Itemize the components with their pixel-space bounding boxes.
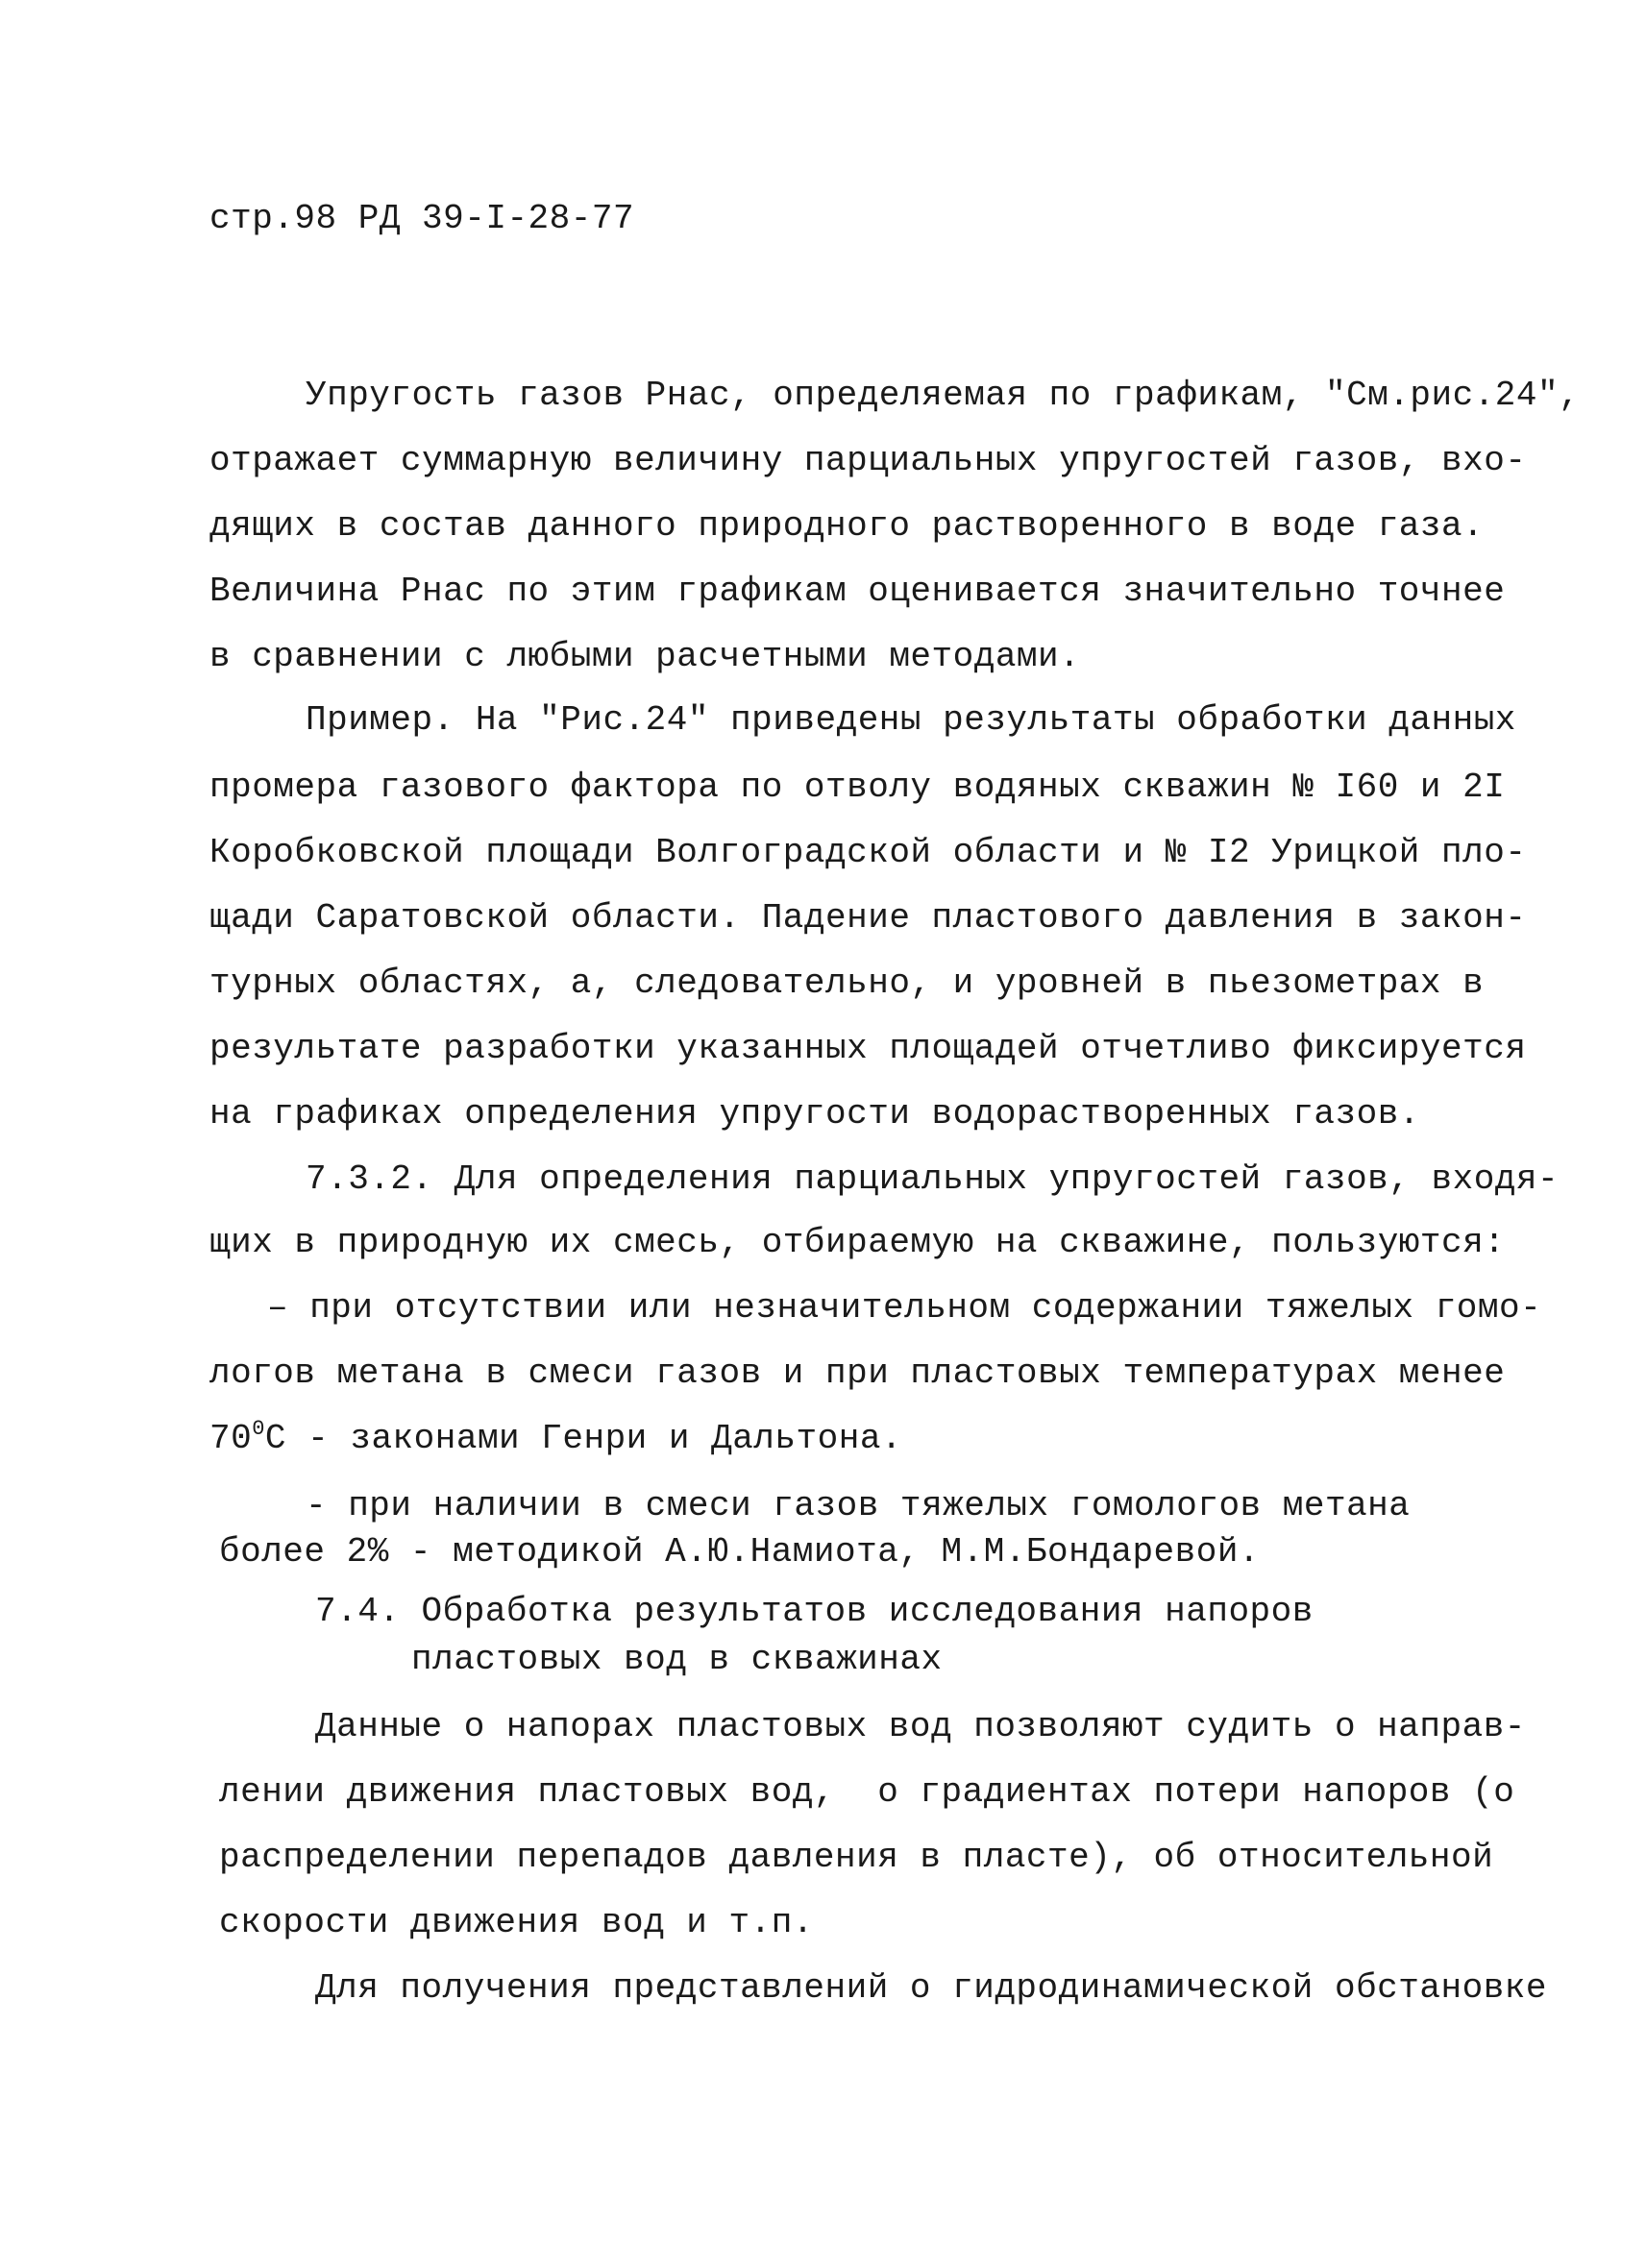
paragraph-2-line-1: Пример. На "Рис.24" приведены результаты обработки данных bbox=[306, 700, 1516, 740]
section-732-line-1: 7.3.2. Для определения парциальных упругостей газов, входя- bbox=[306, 1159, 1560, 1199]
temperature-value: 70 bbox=[209, 1419, 253, 1458]
paragraph-2-line-4: щади Саратовской области. Падение пластового давления в закон- bbox=[209, 898, 1527, 938]
paragraph-2-line-7: на графиках определения упругости водорастворенных газов. bbox=[209, 1094, 1420, 1134]
paragraph-1-line-1: Упругость газов Рнас, определяемая по графикам, "См.рис.24", bbox=[306, 376, 1581, 415]
section-74-heading-line-2: пластовых вод в скважинах bbox=[411, 1640, 943, 1679]
bullet-2-line-1: - при наличии в смеси газов тяжелых гомологов метана bbox=[306, 1486, 1411, 1525]
paragraph-1-line-3: дящих в состав данного природного растворенного в воде газа. bbox=[209, 506, 1485, 546]
paragraph-1-line-4: Величина Рнас по этим графикам оценивается значительно точнее bbox=[209, 572, 1506, 611]
section-732-line-2: щих в природную их смесь, отбираемую на скважине, пользуются: bbox=[209, 1223, 1506, 1262]
paragraph-2-line-2: промера газового фактора по отволу водяных скважин № I60 и 2I bbox=[209, 768, 1506, 807]
paragraph-2-line-6: результате разработки указанных площадей отчетливо фиксируется bbox=[209, 1029, 1527, 1068]
paragraph-3-line-1: Данные о напорах пластовых вод позволяют судить о направ- bbox=[315, 1707, 1526, 1746]
section-74-heading-line-1: 7.4. Обработка результатов исследования напоров bbox=[315, 1592, 1314, 1631]
bullet-1-line-1: – при отсутствии или незначительном содержании тяжелых гомо- bbox=[267, 1288, 1542, 1328]
paragraph-1-line-5: в сравнении с любыми расчетными методами. bbox=[209, 637, 1081, 676]
bullet-1-line-2: логов метана в смеси газов и при пластовых температурах менее bbox=[209, 1353, 1506, 1393]
paragraph-3-line-4: скорости движения вод и т.п. bbox=[219, 1903, 814, 1942]
page-header: стр.98 РД 39-I-28-77 bbox=[209, 199, 635, 238]
paragraph-2-line-5: турных областях, а, следовательно, и уровней в пьезометрах в bbox=[209, 963, 1485, 1003]
bullet-1-line-3 bbox=[209, 1418, 902, 1460]
bullet-1-line-3-text: С - законами Генри и Дальтона. bbox=[264, 1419, 903, 1458]
paragraph-1-line-2: отражает суммарную величину парциальных упругостей газов, вхо- bbox=[209, 441, 1527, 480]
paragraph-4-line-1: Для получения представлений о гидродинамической обстановке bbox=[315, 1968, 1548, 2008]
paragraph-3-line-3: распределении перепадов давления в пласте), об относительной bbox=[219, 1838, 1494, 1877]
paragraph-3-line-2: лении движения пластовых вод, о градиентах потери напоров (о bbox=[219, 1772, 1515, 1812]
paragraph-2-line-3: Коробковской площади Волгоградской области и № I2 Урицкой пло- bbox=[209, 833, 1527, 872]
degree-superscript: 0 bbox=[252, 1417, 265, 1441]
bullet-2-line-2: более 2% - методикой А.Ю.Намиота, М.М.Бондаревой. bbox=[219, 1532, 1261, 1572]
